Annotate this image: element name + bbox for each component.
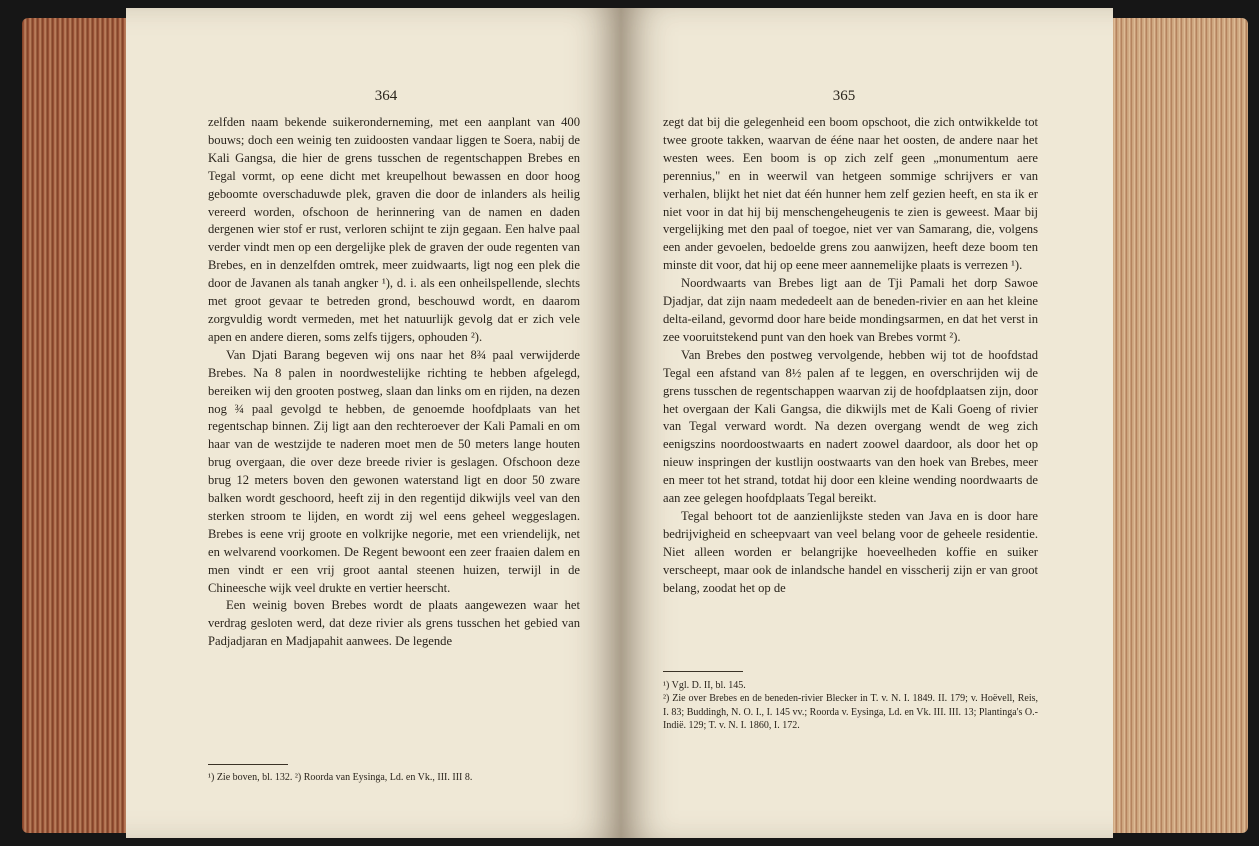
right-page xyxy=(621,8,1113,838)
open-book xyxy=(8,8,1251,838)
footnote: ¹) Zie boven, bl. 132. ²) Roorda van Eysinga, Ld. en Vk., III. III 8. xyxy=(208,772,473,783)
paragraph: Een weinig boven Brebes wordt de plaats aangewezen waar het verdrag gesloten werd, dat deze rivier als grens tusschen het gebied van Padjadjaran en Madjapahit aanwees. De legende xyxy=(208,598,580,649)
footnote-divider xyxy=(208,764,288,765)
paragraph: Tegal behoort tot de aanzienlijkste steden van Java en is door hare bedrijvigheid en scheepvaart van veel belang voor de geheele residentie. Niet alleen worden er belangrijke hoeveelheden koffie en suiker verscheept, maar ook de inlandsche handel en visscherij zijn er van groot belang, zoodat het op de xyxy=(663,508,1038,595)
body-text xyxy=(663,114,1038,597)
footnote-divider xyxy=(663,671,743,672)
footnotes xyxy=(663,679,1038,732)
footnote: ¹) Vgl. D. II, bl. 145. xyxy=(663,680,746,691)
paragraph: zegt dat bij die gelegenheid een boom opschoot, die zich ontwikkelde tot twee groote takken, waarvan de ééne naar het oosten, de andere naar het westen wees. Een boom is op zich zelf geen „monumentum aere perennius," en in weerwil van hetgeen sommige schrijvers er van verhalen, blijkt het niet dat één hunner hem zelf gezien heeft, en sta ik er niet voor in dat hij bij menschengeheugenis te zien is geweest. Maar bij vergelijking met den paal of toegoe, niet ver van Samarang, die, volgens een ander gevoelen, bedoelde grens zou aanwijzen, heeft deze boom ten minste dit voor, dat hij op eene meer aannemelijke plaats is verrezen ¹). xyxy=(663,115,1038,273)
paragraph: Noordwaarts van Brebes ligt aan de Tji Pamali het dorp Sawoe Djadjar, dat zijn naam mededeelt aan de beneden-rivier en aan het kleine delta-eiland, gevormd door hare beide mondingsarmen, en dat het verst in zee vooruitstekend punt van den hoek van Brebes vormt ²). xyxy=(663,276,1038,344)
paragraph: Van Brebes den postweg vervolgende, hebben wij tot de hoofdstad Tegal een afstand van 8½ palen af te leggen, en overschrijden wij de grens tusschen de regentschappen waarvan zij de hoofdplaatsen zijn, door het overgaan der Kali Gangsa, die dikwijls met de Kali Goeng of rivier van Tegal verward wordt. Na dezen overgang wendt de weg zich eenigszins noordoostwaarts en nadert zoowel daardoor, als door het op nieuw inspringen der kustlijn oostwaarts van den hoek van Brebes, meer en meer tot het strand, totdat hij door een kleine wending noordwaarts de aan zee gelegen hoofdplaats Tegal bereikt. xyxy=(663,347,1038,506)
page-number: 365 xyxy=(832,88,856,104)
paragraph: zelfden naam bekende suikeronderneming, met een aanplant van 400 bouws; doch een weinig ten zuidoosten vandaar liggen te Soera, nabij de Kali Gangsa, die hier de grens tusschen de regentschappen Brebes en Tegal vormt, op eene dicht met kreupelhout bewassen en door hoog geboomte overschaduwde plek, graven die door de inlanders als heilig vereerd worden, ofschoon de herinnering van de namen en daden dergenen wier stof er rust, verloren schijnt te zijn gegaan. Een halve paal verder vindt men op een dergelijke plek de graven der oude regenten van Brebes, en in denzelfden omtrek, meer zuidwaarts, ligt nog een plek die door de Javanen als tanah angker ¹), d. i. als een onheilspellende, slechts met groot gevaar te betreden grond, beschouwd wordt, en daarom zorgvuldig wordt vermeden, met het natuurlijk gevolg dat er zich vele apen en andere dieren, soms zelfs tijgers, ophouden ²). xyxy=(208,115,580,344)
page-number: 364 xyxy=(374,88,398,104)
left-page-edges xyxy=(22,18,132,833)
body-text xyxy=(208,114,580,651)
footnote: ²) Zie over Brebes en de beneden-rivier Blecker in T. v. N. I. 1849. II. 179; v. Hoëvell, Reis, I. 83; Buddingh, N. O. I., I. 145 vv.; Roorda v. Eysinga, Ld. en Vk. III. III. 13; Plantinga's O.-Indië. 129; T. v. N. I. 1860, I. 172. xyxy=(663,693,1038,731)
paragraph: Van Djati Barang begeven wij ons naar het 8¾ paal verwijderde Brebes. Na 8 palen in noordwestelijke richting te hebben afgelegd, bereiken wij den grooten postweg, slaan dan links om en rijden, na dezen nog ¾ paal gevolgd te hebben, de genoemde hoofdplaats van het regentschap binnen. Zij ligt aan den rechteroever der Kali Pamali en om haar van de westzijde te naderen moet men de 50 meters lange houten brug overgaan, die over deze breede rivier is geslagen. Ofschoon deze brug 12 meters boven den gewonen waterstand ligt en door 50 zware balken wordt geschoord, heeft zij in den regentijd dikwijls veel van den sterken stroom te lijden, en wordt zij wel eens geheel weggeslagen. Brebes is eene vrij groote en volkrijke negorie, met een vriendelijk, net en welvarend voorkomen. De Regent bewoont een zeer fraaien dalem en men vindt er een vrij groot aantal steenen huizen, terwijl in de Chineesche wijk veel drukte en vertier heerscht. xyxy=(208,347,580,595)
left-page xyxy=(126,8,621,838)
right-page-edges xyxy=(1108,18,1248,833)
footnotes xyxy=(208,771,580,784)
